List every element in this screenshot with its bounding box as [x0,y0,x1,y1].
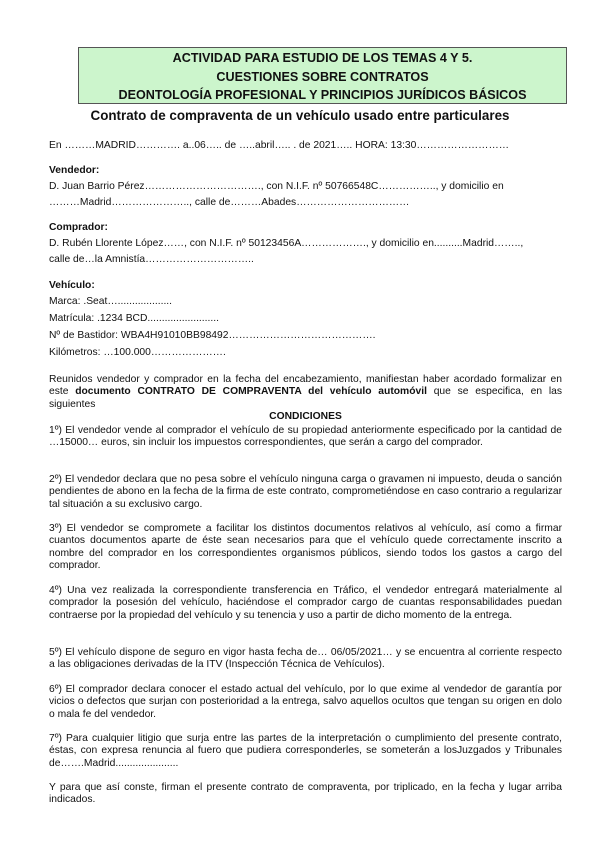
clause-2: 2º) El vendedor declara que no pesa sobre el vehículo ninguna carga o gravamen ni impuesto, deuda o sanción pendientes de abono en la fecha de la firma de este contrato, comprometiéndose en caso contrario a regularizar tal situación a su exclusivo cargo. [49,474,562,510]
seller-line-1: D. Juan Barrio Pérez……………………………., con N.I.F. nº 50766548C…………….., y domicilio en [49,181,504,192]
clause-3: 3º) El vendedor se compromete a facilitar los distintos documentos relativos al vehículo, así como a firmar cuantos documentos aparte de éste sean necesarios para que el vehículo quede correctamente inscrito a nombre del comprador en los correspondientes organismos públicos, siendo todos los gastos a cargo del comprador. [49,523,562,572]
seller-heading: Vendedor: [49,165,100,176]
header-line-1: ACTIVIDAD PARA ESTUDIO DE LOS TEMAS 4 Y 5. [172,51,473,65]
clause-4: 4º) Una vez realizada la correspondiente transferencia en Tráfico, el vendedor entregará materialmente al comprador la posesión del vehículo, haciéndose el comprador cargo de cuantas responsabilidades puedan contraerse por la propiedad del vehículo y su tenencia y uso a partir de dicho momento de la entrega. [49,585,562,621]
header-line-3: DEONTOLOGÍA PROFESIONAL Y PRINCIPIOS JURÍDICOS BÁSICOS [118,88,527,102]
place-date-line: En ………MADRID…………. a..06….. de …..abril….. . de 2021….. HORA: 13:30……………………… [49,140,510,151]
header-line-2: CUESTIONES SOBRE CONTRATOS [216,69,429,84]
contract-title: Contrato de compraventa de un vehículo usado entre particulares [90,108,510,123]
closing-paragraph: Y para que así conste, firman el presente contrato de compraventa, por triplicado, en la fecha y lugar arriba indicados. [49,782,562,806]
clause-7: 7º) Para cualquier litigio que surja entre las partes de la interpretación o cumplimiento del presente contrato, éstas, con expresa renuncia al fuero que pudiera corresponderles, se someterán a losJuzgados y Tribunales de…….Madrid...................... [49,733,562,769]
seller-line-2: ………Madrid………………….., calle de………Abades…………………………… [49,197,410,208]
vehicle-heading: Vehículo: [49,280,95,291]
buyer-line-1: D. Rubén Llorente López……, con N.I.F. nº 50123456A………………., y domicilio en..........Madrid…….., [49,238,524,249]
clause-1: 1º) El vendedor vende al comprador el vehículo de su propiedad anteriormente especificado por la cantidad de …15000… euros, sin incluir los impuestos correspondientes, que serán a cargo del comprador. [49,425,562,449]
intro-paragraph: Reunidos vendedor y comprador en la fecha del encabezamiento, manifiestan haber acordado formalizar en este documento CONTRATO DE COMPRAVENTA del vehículo automóvil que se especifica, en las siguientes [49,374,563,410]
activity-header [78,47,567,104]
clause-6: 6º) El comprador declara conocer el estado actual del vehículo, por lo que exime al vendedor de garantía por vicios o defectos que surjan con posterioridad a la entrega, salvo aquellos ocultos que tengan su origen en dolo o mala fe del vendedor. [49,684,562,720]
buyer-heading: Comprador: [49,222,108,233]
vehicle-brand: Marca: .Seat…................... [49,296,173,307]
vehicle-km: Kilómetros: …100.000…………………. [49,347,226,358]
intro-contract-type: documento CONTRATO DE COMPRAVENTA del vehículo automóvil [75,386,427,398]
vehicle-plate: Matrícula: .1234 BCD......................... [49,313,219,324]
vehicle-chassis: Nº de Bastidor: WBA4H91010BB98492……………………………………. [49,330,376,341]
buyer-line-2: calle de…la Amnistía………………………….. [49,254,254,265]
clause-5: 5º) El vehículo dispone de seguro en vigor hasta fecha de… 06/05/2021… y se encuentra al corriente respecto a las obligaciones derivadas de la ITV (Inspección Técnica de Vehículos). [49,647,562,671]
conditions-heading: CONDICIONES [269,411,342,422]
